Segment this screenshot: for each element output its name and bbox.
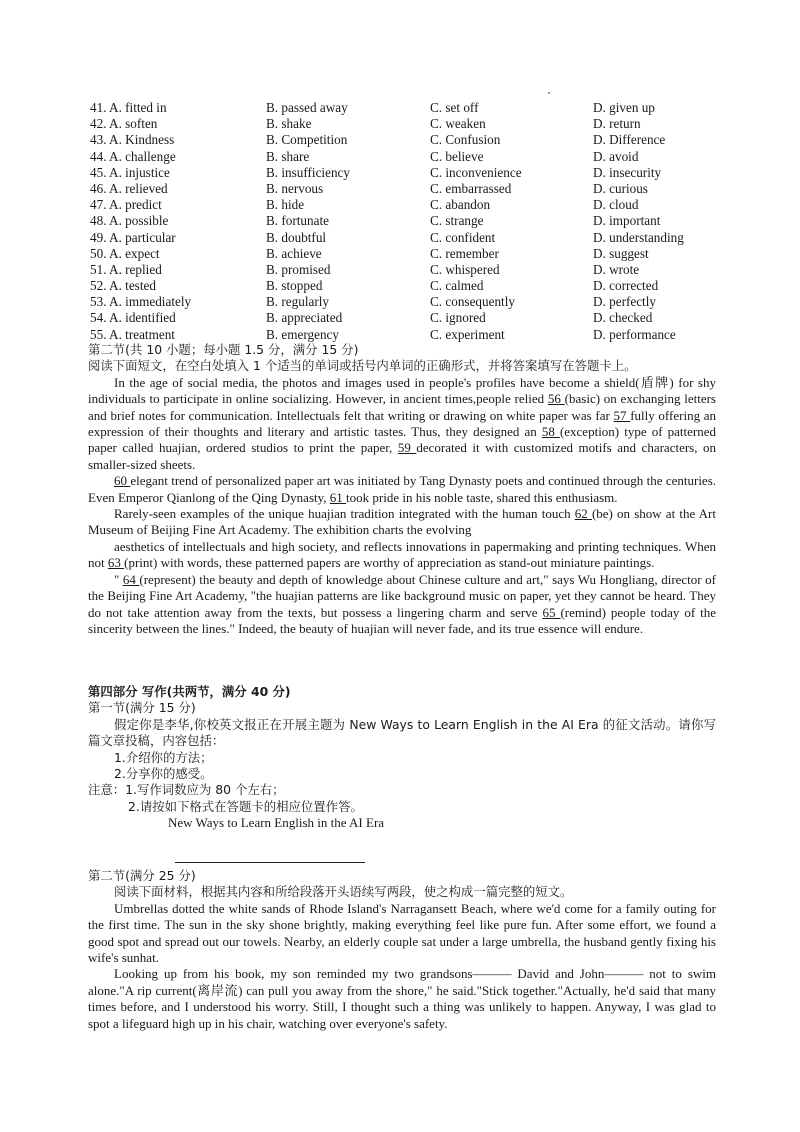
blank-63: 63 xyxy=(107,555,125,571)
option-a: 43. A. Kindness xyxy=(90,132,175,148)
option-b: B. passed away xyxy=(266,100,348,115)
section1-heading: 第一节(满分 15 分) xyxy=(88,700,196,716)
option-a: 53. A. immediately xyxy=(90,294,192,310)
text-run: (represent) the beauty and depth of knowledge about Chinese culture and art," says Wu Hongliang, director of the Beijing Fine Art Academy, "the huajian patterns are like background music on paper, yet they cannot be heard. They do not take attention away from the texts, but possess a lingering charm and serve xyxy=(88,571,716,620)
option-d: D. return xyxy=(593,116,641,132)
option-a: 51. A. replied xyxy=(90,261,162,277)
story-paragraph-1: Umbrellas dotted the white sands of Rhode Island's Narragansett Beach, where we'd come for a family outing for the first time. The sun in the sky shone brightly, making everything feel like pure fun. After some effort, we found a good spot and spread out our towels. Nearby, an elderly couple sat under a large umbrella, the husband gently fixing his wife's sunhat. xyxy=(88,900,716,966)
blank-58: 58 xyxy=(541,424,560,440)
option-b: B. shake xyxy=(266,116,312,132)
option-row xyxy=(90,327,730,343)
option-b: B. insufficiency xyxy=(266,164,350,180)
option-row xyxy=(90,197,730,213)
passage-paragraph-2 xyxy=(88,473,716,506)
blank-62: 62 xyxy=(574,506,592,522)
blank-61: 61 xyxy=(329,489,347,505)
option-a: 54. A. identified xyxy=(90,310,176,326)
option-d: D. performance xyxy=(593,326,676,342)
option-c: C. strange xyxy=(430,213,484,229)
section2b-prompt: 阅读下面材料，根据其内容和所给段落开头语续写两段，使之构成一篇完整的短文。 xyxy=(114,884,573,900)
option-c: C. ignored xyxy=(430,310,486,326)
option-c: C. Confusion xyxy=(430,132,501,148)
blank-65: 65 xyxy=(542,604,561,620)
blank-64: 64 xyxy=(122,571,140,587)
text-run: decorated it with customized motifs and characters, on smaller-sized sheets. xyxy=(88,440,717,472)
option-b: B. doubtful xyxy=(266,229,327,245)
option-row xyxy=(90,181,730,197)
prompt-item-1: 1.介绍你的方法； xyxy=(114,749,213,765)
option-row xyxy=(90,310,730,326)
option-d: D. wrote xyxy=(593,261,640,277)
option-a: 45. A. injustice xyxy=(90,164,170,180)
option-row xyxy=(90,246,730,262)
text-run: aesthetics of intellectuals and high society, and reflects innovations in papermaking and printing techniques. When not xyxy=(88,538,716,571)
text-run: In the age of social media, the photos and images used in people's profiles have become a shield(盾牌) for shy individuals to participate in online socializing. However, in ancient times,people relied xyxy=(88,374,716,407)
option-c: C. inconvenience xyxy=(430,164,522,180)
option-row xyxy=(90,132,730,148)
note-2: 2.请按如下格式在答题卡的相应位置作答。 xyxy=(128,798,363,814)
options-table xyxy=(90,100,730,343)
option-d: D. important xyxy=(593,213,661,229)
option-d: D. suggest xyxy=(593,245,649,261)
option-c: C. believe xyxy=(430,148,484,164)
note-1: 注意：1.写作词数应为 80 个左右； xyxy=(88,782,285,798)
section2-continuation xyxy=(88,868,716,1032)
prompt-item-2: 2.分享你的感受。 xyxy=(114,766,213,782)
option-a: 48. A. possible xyxy=(90,213,169,229)
option-a: 49. A. particular xyxy=(90,229,176,245)
option-c: C. calmed xyxy=(430,278,484,294)
blank-56: 56 xyxy=(547,391,565,407)
option-c: C. weaken xyxy=(430,116,486,132)
option-d: D. checked xyxy=(593,310,653,326)
option-row xyxy=(90,294,730,310)
option-d: D. given up xyxy=(593,100,655,115)
option-b: B. nervous xyxy=(266,180,324,196)
option-d: D. perfectly xyxy=(593,294,656,310)
option-c: C. abandon xyxy=(430,197,491,213)
option-b: B. share xyxy=(266,148,310,164)
option-c: C. embarrassed xyxy=(430,180,512,196)
option-b: B. hide xyxy=(266,197,305,213)
option-row xyxy=(90,116,730,132)
option-c: C. experiment xyxy=(430,326,505,342)
option-a: 47. A. predict xyxy=(90,197,162,213)
blank-59: 59 xyxy=(397,440,417,456)
option-b: B. stopped xyxy=(266,278,323,294)
option-a: 52. A. tested xyxy=(90,278,156,294)
option-d: D. insecurity xyxy=(593,164,662,180)
section1-prompt: 假定你是李华,你校英文报正在开展主题为 New Ways to Learn English in the AI Era 的征文活动。请你写篇文章投稿，内容包括： xyxy=(88,716,716,749)
option-row xyxy=(90,165,730,181)
text-run: (remind) people today of the sincerity between the lines." Indeed, the beauty of huajian will never fade, and its true essence will endure. xyxy=(88,604,717,636)
option-c: C. remember xyxy=(430,245,499,261)
option-a: 44. A. challenge xyxy=(90,148,176,164)
option-b: B. fortunate xyxy=(266,213,329,229)
text-run: elegant trend of personalized paper art was initiated by Tang Dynasty poets and continued through the centuries. Even Emperor Qianlong of the Qing Dynasty, xyxy=(88,473,717,505)
passage-paragraph-3 xyxy=(88,506,716,539)
text-run: fully offering an expression of their thoughts and literary and artistic tastes. Thus, they designed an xyxy=(88,407,717,440)
option-a: 41. A. fitted in xyxy=(90,100,167,115)
option-b: B. Competition xyxy=(266,132,348,148)
passage-paragraph-4 xyxy=(88,539,716,572)
option-a: 55. A. treatment xyxy=(90,326,175,342)
option-d: D. curious xyxy=(593,180,648,196)
option-b: B. promised xyxy=(266,261,331,277)
option-d: D. cloud xyxy=(593,197,639,213)
option-d: D. avoid xyxy=(593,148,639,164)
essay-title: New Ways to Learn English in the AI Era xyxy=(168,815,385,831)
section2b-heading: 第二节(满分 25 分) xyxy=(88,868,196,883)
option-row xyxy=(90,230,730,246)
option-row xyxy=(90,262,730,278)
story-paragraph-2: Looking up from his book, my son reminded my two grandsons——— David and John——— not to swim alone."A rip current(离岸流) can pull you away from the shore," he said."Stick together."Actually, he'd said that many times before, and I understood his worry. Still, I thought such a thing was unlikely to happen. Anyway, I was glad to spot a lifeguard high up in his chair, watching over everyone's safety. xyxy=(88,966,716,1031)
option-b: B. emergency xyxy=(266,326,339,342)
option-a: 50. A. expect xyxy=(90,245,160,261)
text-run: took pride in his noble taste, shared this enthusiasm. xyxy=(346,489,618,505)
speck xyxy=(548,92,550,94)
text-run: Rarely-seen examples of the unique huajian tradition integrated with the human touch xyxy=(114,506,575,522)
option-c: C. set off xyxy=(430,100,479,115)
option-c: C. consequently xyxy=(430,294,515,310)
essay-answer-line xyxy=(175,862,365,863)
option-d: D. understanding xyxy=(593,229,684,245)
option-d: D. Difference xyxy=(593,132,666,148)
section2-heading: 第二节(共 10 小题；每小题 1.5 分，满分 15 分) xyxy=(88,342,359,357)
option-row xyxy=(90,100,730,116)
option-b: B. regularly xyxy=(266,294,329,310)
text-run: " xyxy=(114,571,123,587)
section2-instruction: 阅读下面短文，在空白处填入 1 个适当的单词或括号内单词的正确形式，并将答案填写在答题卡上。 xyxy=(88,358,637,374)
blank-57: 57 xyxy=(613,407,631,423)
part4-heading: 第四部分 写作(共两节，满分 40 分) xyxy=(88,684,291,699)
part4-writing xyxy=(88,684,716,832)
passage-paragraph-1 xyxy=(88,375,716,473)
option-c: C. whispered xyxy=(430,261,500,277)
text-run: (be) on show at the Art Museum of Beijing Fine Art Academy. The exhibition charts the evolving xyxy=(88,506,717,538)
option-row xyxy=(90,213,730,229)
option-row xyxy=(90,278,730,294)
text-run: (print) with words, these patterned papers are worthy of appreciation as stand-out miniature paintings. xyxy=(124,555,655,571)
option-c: C. confident xyxy=(430,229,496,245)
option-b: B. achieve xyxy=(266,245,322,261)
option-a: 42. A. soften xyxy=(90,116,158,132)
text-run: (exception) type of patterned paper called huajian, ordered studios to print the paper, xyxy=(88,424,717,456)
option-a: 46. A. relieved xyxy=(90,180,168,196)
section2-passage xyxy=(88,342,716,637)
option-d: D. corrected xyxy=(593,278,659,294)
blank-60: 60 xyxy=(114,473,131,489)
option-b: B. appreciated xyxy=(266,310,343,326)
option-row xyxy=(90,149,730,165)
text-run: (basic) on exchanging letters and brief notes for communication. Intellectuals felt that writing or drawing on white paper was far xyxy=(88,391,716,423)
passage-paragraph-5 xyxy=(88,572,716,638)
